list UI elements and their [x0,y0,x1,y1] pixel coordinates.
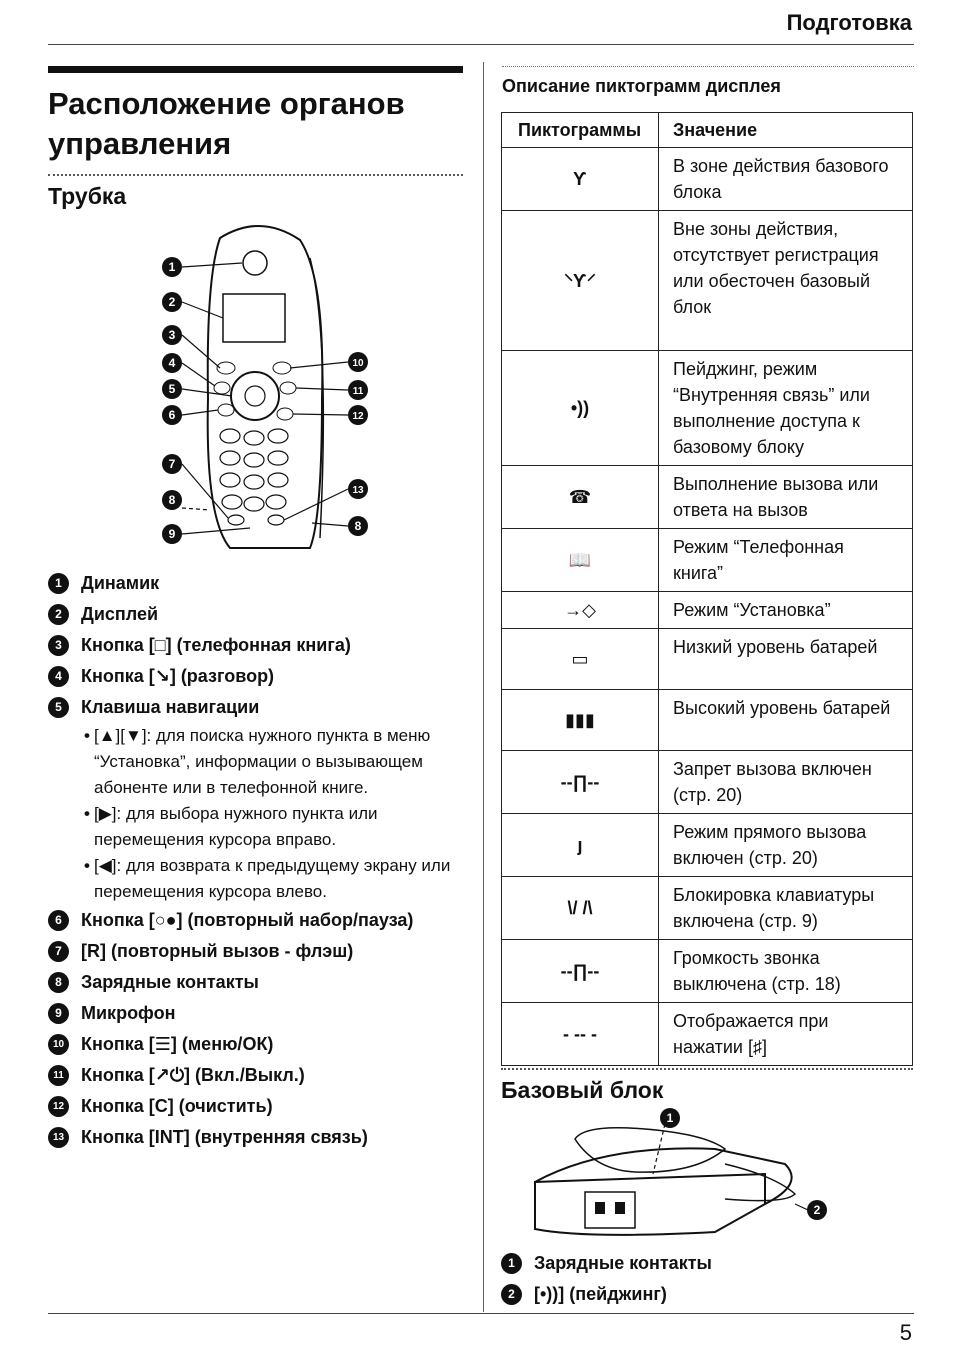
legend-item: 7 [R] (повторный вызов - флэш) [48,936,468,967]
right-top-rule [502,66,914,67]
icon-meaning: Режим “Телефонная книга” [659,529,913,592]
page-number: 5 [899,1320,912,1345]
legend-item: 10 Кнопка [☰] (меню/ОК) [48,1029,468,1060]
icon-table [501,112,913,1066]
nav-bullet: • [▶]: для выбора нужного пункта или перемещения курсора вправо. [84,804,378,849]
icon-meaning: Громкость звонка выключена (стр. 18) [659,940,913,1003]
legend-item: 2 Дисплей [48,599,468,630]
column-divider [483,62,484,1312]
svg-text:1: 1 [168,260,176,274]
legend-item: 2 [•))] (пейджинг) [501,1279,921,1310]
section-header: Подготовка [786,10,912,35]
battery-full-icon: ▮▮▮ [502,690,659,751]
base-legend [501,1248,921,1310]
svg-text:6: 6 [168,408,176,422]
direct-call-icon: ȷ [502,814,659,877]
battery-low-icon: ▭ [502,629,659,690]
svg-text:10: 10 [352,358,364,369]
icon-meaning: Высокий уровень батарей [659,690,913,751]
header-rule [48,44,914,45]
table-title: Описание пиктограмм дисплея [502,76,781,96]
svg-text:4: 4 [168,356,176,370]
handset-heading: Трубка [48,183,127,209]
icon-meaning: Запрет вызова включен (стр. 20) [659,751,913,814]
icon-meaning: Пейджинг, режим “Внутренняя связь” или выполнение доступа к базовому блоку [659,351,913,466]
icon-meaning: Режим прямого вызова включен (стр. 20) [659,814,913,877]
svg-text:13: 13 [352,485,364,496]
nav-bullet: • [▲][▼]: для поиска нужного пункта в меню “Установка”, информации о вызывающем абоненте или в телефонной книге. [84,726,431,797]
svg-text:2: 2 [813,1203,821,1217]
legend-item: 13 Кнопка [INT] (внутренняя связь) [48,1122,468,1153]
icon-meaning: Вне зоны действия, отсутствует регистрация или обесточен базовый блок [659,211,913,351]
page-title: Расположение органов управления [48,86,405,161]
title-bar [48,66,463,73]
icon-meaning: Выполнение вызова или ответа на вызов [659,466,913,529]
svg-text:2: 2 [168,295,176,309]
base-heading: Базовый блок [501,1077,664,1103]
legend-item: 3 Кнопка [□] (телефонная книга) [48,630,468,661]
handset-illustration [150,218,380,558]
svg-text:12: 12 [352,411,364,422]
phonebook-icon: 📖 [502,529,659,592]
header-icons: Пиктограммы [502,113,659,148]
svg-text:5: 5 [168,382,176,396]
svg-text:3: 3 [168,328,176,342]
legend-item: 1 Зарядные контакты [501,1248,921,1279]
svg-text:8: 8 [168,493,176,507]
footer-rule [48,1313,914,1314]
header-meaning: Значение [659,113,913,148]
icon-meaning: Режим “Установка” [659,592,913,629]
svg-text:8: 8 [354,519,362,533]
legend-item: 5 Клавиша навигации [48,692,468,723]
call-restriction-icon: --∏-- [502,751,659,814]
legend-item: 11 Кнопка [↗⏻] (Вкл./Выкл.) [48,1060,468,1091]
svg-text:1: 1 [666,1111,674,1125]
icon-meaning: В зоне действия базового блока [659,148,913,211]
svg-text:9: 9 [168,527,176,541]
legend-item: 1 Динамик [48,568,468,599]
icon-meaning: Блокировка клавиатуры включена (стр. 9) [659,877,913,940]
hash-indicator-icon: - -- - [502,1003,659,1066]
antenna-icon: Ƴ [502,148,659,211]
ringer-off-icon: --∏-- [502,940,659,1003]
icon-meaning: Отображается при нажатии [♯] [659,1003,913,1066]
icon-meaning: Низкий уровень батарей [659,629,913,690]
setting-icon: →◇ [502,592,659,629]
svg-text:7: 7 [168,457,176,471]
legend-item: 9 Микрофон [48,998,468,1029]
key-lock-icon: \/ /\ [502,877,659,940]
legend-item: 12 Кнопка [C] (очистить) [48,1091,468,1122]
base-divider [501,1068,913,1070]
paging-icon: •)) [502,351,659,466]
legend-item: 8 Зарядные контакты [48,967,468,998]
legend-item: 4 Кнопка [↘] (разговор) [48,661,468,692]
talk-icon: ☎ [502,466,659,529]
base-unit-illustration [525,1104,835,1244]
antenna-flashing-icon: ⸌Ƴ⸍ [502,211,659,351]
handset-legend [48,568,468,1153]
svg-text:11: 11 [352,386,364,397]
title-divider [48,174,463,176]
nav-bullet: • [◀]: для возврата к предыдущему экрану или перемещения курсора влево. [84,856,451,901]
legend-item: 6 Кнопка [○●] (повторный набор/пауза) [48,905,468,936]
